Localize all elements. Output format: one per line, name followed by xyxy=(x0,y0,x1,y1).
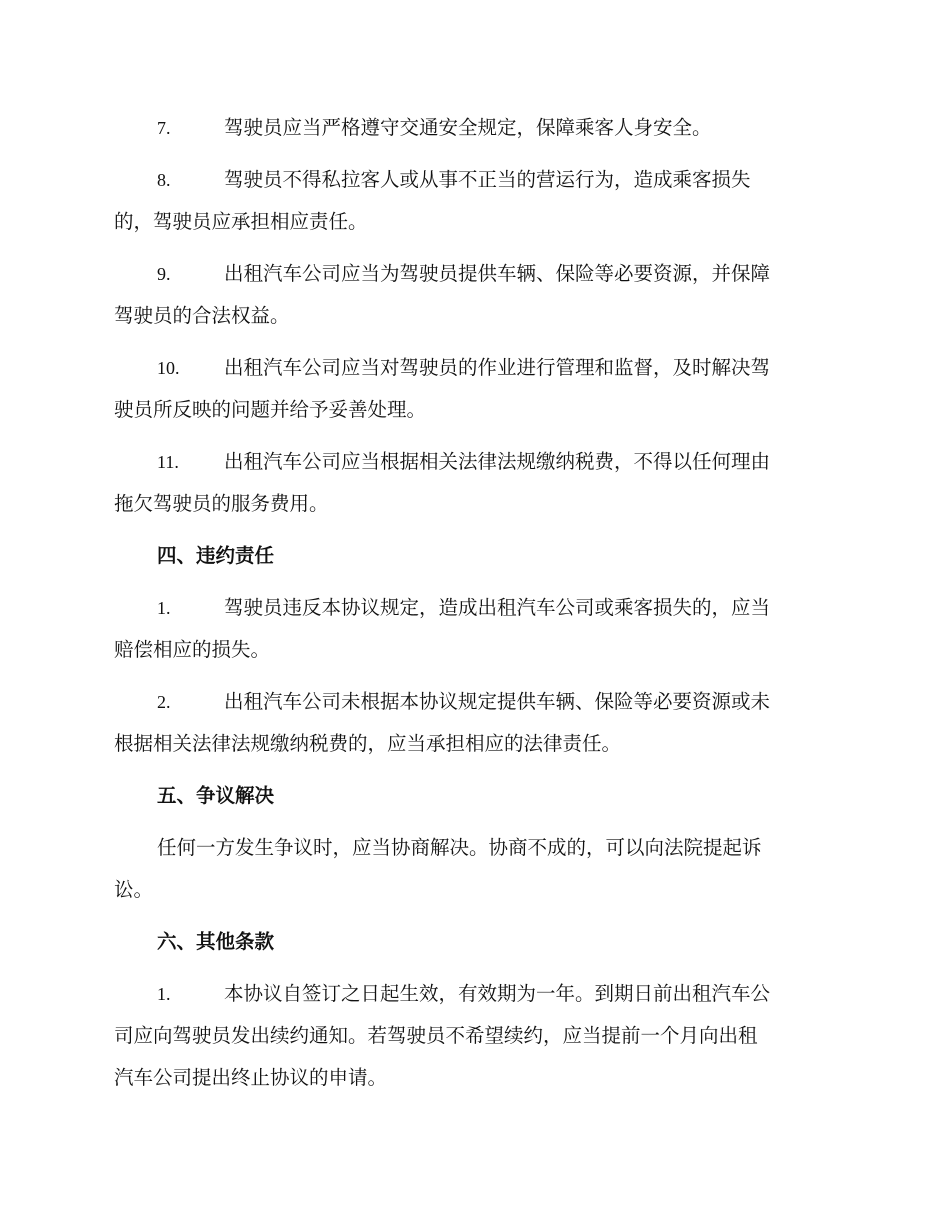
clause-10 xyxy=(114,354,770,382)
clause-number: 8. xyxy=(157,170,171,190)
dispute-text-line1: 任何一方发生争议时，应当协商解决。协商不成的，可以向法院提起诉 xyxy=(157,836,762,859)
breach-item-1 xyxy=(114,594,770,622)
clause-number: 7. xyxy=(157,118,171,138)
item-text-line1: 本协议自签订之日起生效，有效期为一年。到期日前出租汽车公 xyxy=(224,982,771,1005)
other-item-1 xyxy=(114,980,770,1008)
breach-item-2-continued: 根据相关法律法规缴纳税费的，应当承担相应的法律责任。 xyxy=(114,732,622,755)
breach-item-1-continued: 赔偿相应的损失。 xyxy=(114,638,271,661)
clause-text-line1: 驾驶员应当严格遵守交通安全规定，保障乘客人身安全。 xyxy=(224,116,712,139)
item-number: 1. xyxy=(157,984,171,1004)
item-number: 1. xyxy=(157,598,171,618)
clause-text-line1: 出租汽车公司应当对驾驶员的作业进行管理和监督，及时解决驾 xyxy=(224,356,771,379)
clause-8 xyxy=(114,166,751,194)
other-item-1-line2: 司应向驾驶员发出续约通知。若驾驶员不希望续约，应当提前一个月向出租 xyxy=(114,1024,758,1047)
other-item-1-line3: 汽车公司提出终止协议的申请。 xyxy=(114,1066,388,1089)
item-text-line1: 出租汽车公司未根据本协议规定提供车辆、保险等必要资源或未 xyxy=(224,690,771,713)
clause-number: 10. xyxy=(157,358,180,378)
clause-10-continued: 驶员所反映的问题并给予妥善处理。 xyxy=(114,398,427,421)
clause-number: 9. xyxy=(157,264,171,284)
clause-text-line1: 驾驶员不得私拉客人或从事不正当的营运行为，造成乘客损失 xyxy=(224,168,751,191)
breach-item-2 xyxy=(114,688,770,716)
item-number: 2. xyxy=(157,692,171,712)
section-heading-other-terms: 六、其他条款 xyxy=(157,930,275,953)
clause-7 xyxy=(114,114,712,142)
dispute-paragraph-continued: 讼。 xyxy=(114,878,154,901)
clause-8-continued: 的，驾驶员应承担相应责任。 xyxy=(114,210,368,233)
clause-text-line1: 出租汽车公司应当根据相关法律法规缴纳税费，不得以任何理由 xyxy=(224,450,771,473)
clause-11-continued: 拖欠驾驶员的服务费用。 xyxy=(114,492,329,515)
section-heading-dispute: 五、争议解决 xyxy=(157,784,275,807)
clause-9-continued: 驾驶员的合法权益。 xyxy=(114,304,290,327)
section-heading-breach: 四、违约责任 xyxy=(157,544,275,567)
clause-text-line1: 出租汽车公司应当为驾驶员提供车辆、保险等必要资源，并保障 xyxy=(224,262,771,285)
item-text-line1: 驾驶员违反本协议规定，造成出租汽车公司或乘客损失的，应当 xyxy=(224,596,771,619)
clause-number: 11. xyxy=(157,452,179,472)
clause-9 xyxy=(114,260,770,288)
clause-11 xyxy=(114,448,770,476)
dispute-paragraph xyxy=(114,834,762,862)
